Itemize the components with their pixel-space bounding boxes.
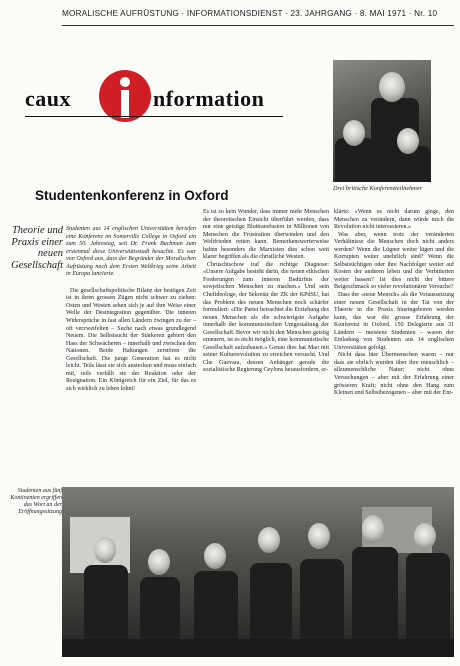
photo-face [94, 537, 116, 563]
article-headline: Studentenkonferenz in Oxford [35, 188, 229, 203]
article-column-1 [66, 226, 196, 393]
photo-bottom-caption: Studenten aus fünf Kontinenten ergriffen das Wort an der Eröffnungssitzung [10, 488, 62, 515]
article-paragraph: Es ist so kein Wunder, dass immer mehr Menschen der theoretischen Einsicht überführt werden, dass nur eine geistige Bluttransfusion in Millionen von Menschen die Frustration überwinden und den Weltfrieden retten kann. Bemerkenswerterweise haben besonders die Marxisten dies schon weit klarer begriffen als die christliche Westen. [203, 209, 329, 261]
article-paragraph: Chruschtschow traf die richtige Diagnose: «Unsere Aufgabe besteht darin, die neuen ethischen Forderungen zum inneren Bedürfnis der sowjetischen Menschen zu machen.» Und sein Chefideologe, der Sekretär der ZK der KPdSU, hat das Problem des neuen Menschen noch schärfer formuliert: «Die Partei betrachtet die Erziehung des neuen Menschen als die schwierigste Aufgabe innerhalb der kommunistischen Umgestaltung der Gesellschaft. Bevor wir nicht den Menschen geistig erneuern, ist es nicht möglich, eine kommunistische Gesellschaft aufzubauen.» Genau dies hat Mao mit seiner Kulturrevolution zu erreichen versucht. Und Che Guevara, dessen Anhänger gerade die sozialistische Regierung Ceylons herausfordern, er- [203, 261, 329, 374]
article-paragraph: Nicht dass hier Übermenschen waren – nur dass sie ehrlich wurden über ihre menschlich – allzumenschliche Natur; nicht ohne Versuchungen – aber mit der Erfahrung einer grösseren Kraft; nicht ohne den Hang zum Kleinen und Selbstbezogenen – aber mit der Ent- [334, 352, 454, 397]
photo-top-caption: Drei britische Konferenzteilnehmer [333, 185, 423, 192]
caux-information-logo [25, 66, 285, 136]
article-column-2 [203, 209, 329, 375]
masthead-rule [62, 25, 454, 26]
photo-three-participants [333, 60, 431, 182]
logo-i-dot [120, 77, 130, 87]
logo-i-stem [121, 90, 129, 118]
photo-opening-session [62, 487, 454, 657]
photo-face [258, 527, 280, 553]
masthead-issue: Nr. 10 [414, 9, 438, 18]
masthead-year: 23. JAHRGANG [290, 9, 353, 18]
article-paragraph: Dass der «neue Mensch» als die Voraussetzung einer neuen Gesellschaft in der Tat von der Theorie in die Praxis hineingeboren werden kann, das war die grosse Erfahrung der Konferenz in Oxford. 150 Delegierte aus 31 Ländern – meistens Studenten – waren der Einladung von Studenten aus 14 englischen Universitäten gefolgt. [334, 292, 454, 351]
photo-face [308, 523, 330, 549]
logo-underline [25, 116, 283, 117]
article-paragraph: klärte: «Wenn es nicht darum ginge, den Menschen zu verändern, dann würde mich die Revolution nicht interessieren.» [334, 209, 454, 231]
article-subhead: Theorie und Praxis einer neuen Gesellschaft [11, 225, 63, 271]
photo-face [362, 515, 384, 543]
masthead-service: INFORMATIONSDIENST [186, 9, 283, 18]
masthead: MORALISCHE AUFRÜSTUNG · INFORMATIONSDIENST · 23. JAHRGANG · 8. MAI 1971 · Nr. 10 [62, 9, 454, 18]
photo-face [397, 128, 419, 154]
photo-face [148, 549, 170, 575]
article-paragraph: Die gesellschaftspolitische Bilanz der heutigen Zeit ist in ihren grossen Zügen nicht schwer zu ziehen: Osten und Westen sehen sich je auf ihre Weise einer Welle der Desintegration gegenüber. Die inneren Widersprüche in fast allen Ländern zwingen zu der – oft verzweifelten – Suche nach etwas grundlegend Neuem. Die Selbstsucht der Stärkeren gebiert den Hass der Schwächeren – innerhalb und zwischen den Nationen. Beide Haltungen zerstören die Gesellschaft. Die junge Generation hat es nicht leicht. Teils lässt sie sich anstecken und muss einfach mit, teils verfällt sie der Reaktion oder der Resignation. Ein Königreich für ein Ziel, für das es sich wirklich zu leben lohnt! [66, 287, 196, 392]
photo-face [414, 523, 436, 549]
logo-word-information: nformation [153, 86, 265, 111]
article-lead: Studenten aus 14 englischen Universitäten beriefen eine Konferenz im Somerville College in Oxford ein zum 50. Jahrestag, seit Dr. Frank Buchman zum erstenmal diese Universitätsstadt besuchte. Es war von Oxford aus, dass der Begründer der Moralischen Aufrüstung nach dem Ersten Weltkrieg seine Arbeit in Europa lancierte. [66, 226, 196, 278]
photo-floor [62, 639, 454, 657]
masthead-publication: MORALISCHE AUFRÜSTUNG [62, 9, 180, 18]
photo-face [379, 72, 405, 102]
photo-face [343, 120, 365, 146]
masthead-date: 8. MAI 1971 [359, 9, 407, 18]
photo-face [204, 543, 226, 569]
logo-word-caux: caux [25, 86, 71, 111]
article-paragraph: Was aber, wenn trotz der veränderten Verhältnisse die Menschen doch nicht anders werden? Wenn die Lügner weiter lügen und die Korrupten weiter unehrlich sind? Wenn die Selbstsüchtigen oder ihre Nachfolger weiter auf Kosten der anderen leben und die Verbitterten weiter hassen? Ist dies nicht der bittere Beigeschmack so vieler revolutionärer Versuche? [334, 231, 454, 291]
article-column-3 [334, 209, 454, 398]
